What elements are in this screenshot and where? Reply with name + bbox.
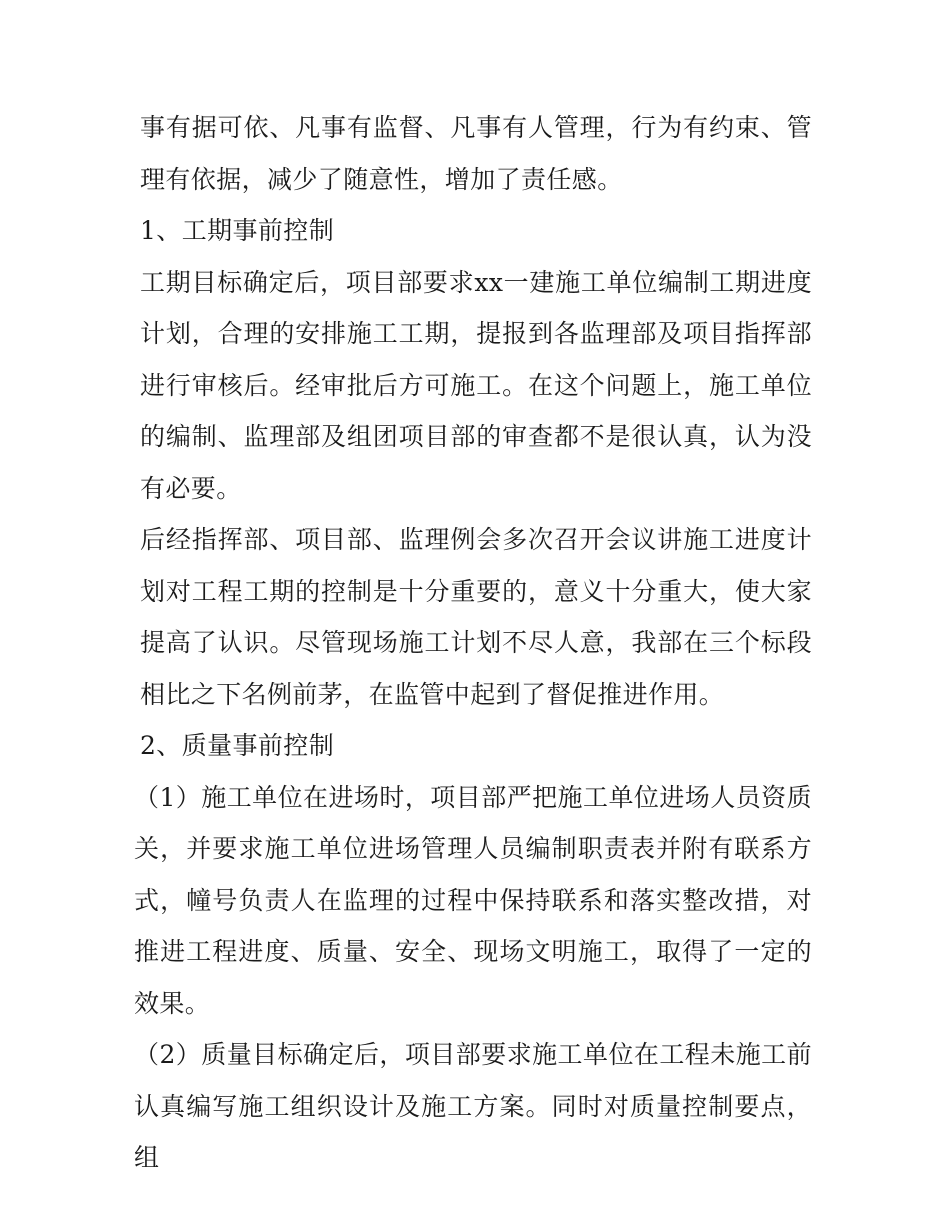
section-heading-quality-control: 2、质量事前控制 xyxy=(140,731,335,760)
section-heading-schedule-control: 1、工期事前控制 xyxy=(140,216,335,245)
paragraph-schedule-target: 工期目标确定后，项目部要求xx一建施工单位编制工期进度计划，合理的安排施工工期，提报到各监理部及项目指挥部进行审核后。经审批后方可施工。在这个问题上，施工单位的编制、监理部及组团项目部的审查都不是很认真，认为没有必要。 xyxy=(140,267,812,503)
paragraph-schedule-meetings: 后经指挥部、项目部、监理例会多次召开会议讲施工进度计划对工程工期的控制是十分重要的，意义十分重大，使大家提高了认识。尽管现场施工计划不尽人意，我部在三个标段相比之下名例前茅，在监管中起到了督促推进作用。 xyxy=(140,525,812,709)
paragraph-intro: 事有据可依、凡事有监督、凡事有人管理，行为有约束、管理有依据，减少了随意性，增加了责任感。 xyxy=(140,113,812,194)
list-item-quality-2: （2）质量目标确定后，项目部要求施工单位在工程未施工前认真编写施工组织设计及施工方案。同时对质量控制要点，组 xyxy=(134,1040,812,1172)
document-body xyxy=(134,102,812,1184)
list-item-quality-1: （1）施工单位在进场时，项目部严把施工单位进场人员资质关，并要求施工单位进场管理人员编制职责表并附有联系方式，幢号负责人在监理的过程中保持联系和落实整改措，对推进工程进度、质量、安全、现场文明施工，取得了一定的效果。 xyxy=(134,782,812,1018)
